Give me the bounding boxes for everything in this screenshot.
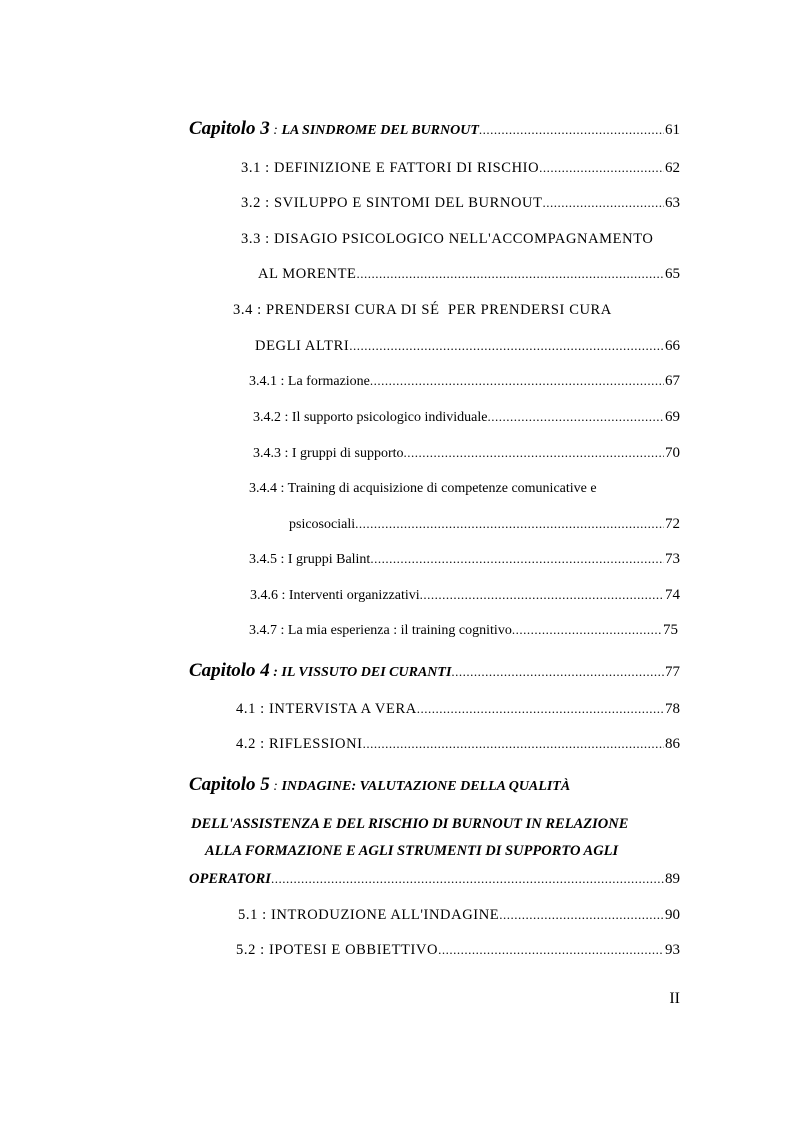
- chapter-label: Capitolo 4: [189, 660, 270, 681]
- toc-entry[interactable]: [0, 338, 793, 355]
- page-number: 62: [665, 160, 680, 176]
- page-number: 89: [665, 871, 680, 887]
- page-number: 69: [665, 409, 680, 425]
- toc-entry[interactable]: [0, 409, 793, 426]
- chapter-title: OPERATORI: [189, 871, 271, 887]
- page-number: 78: [665, 701, 680, 717]
- dot-leader: [499, 907, 664, 923]
- toc-entry[interactable]: [0, 587, 793, 604]
- page-number: 73: [665, 551, 680, 567]
- page-number: 86: [665, 736, 680, 752]
- entry-title: AL MORENTE: [258, 266, 357, 282]
- dot-leader: [438, 942, 664, 958]
- toc-entry[interactable]: [0, 160, 793, 177]
- toc-chapter-3[interactable]: [0, 118, 793, 140]
- dot-leader: [512, 622, 662, 638]
- dot-leader: [479, 122, 664, 138]
- entry-title: 3.4.4 : Training di acquisizione di competenze comunicative e: [249, 481, 597, 496]
- chapter-separator: :: [269, 779, 282, 794]
- dot-leader: [539, 160, 664, 176]
- entry-title: 3.4.2 : Il supporto psicologico individuale: [253, 410, 488, 425]
- dot-leader: [404, 445, 665, 461]
- entry-title: 4.1 : INTERVISTA A VERA: [236, 701, 417, 717]
- entry-title: 3.4.1 : La formazione: [249, 374, 370, 389]
- entry-title: 3.4.5 : I gruppi Balint: [249, 552, 371, 567]
- entry-title: 3.4.6 : Interventi organizzativi: [250, 588, 420, 603]
- toc-entry[interactable]: [0, 302, 793, 319]
- dot-leader: [487, 409, 664, 425]
- toc-entry[interactable]: [0, 701, 793, 718]
- toc-entry[interactable]: [0, 551, 793, 568]
- page-number: 65: [665, 266, 680, 282]
- toc-entry[interactable]: [0, 481, 793, 497]
- toc-entry[interactable]: [0, 942, 793, 959]
- page-number: 63: [665, 195, 680, 211]
- dot-leader: [349, 338, 664, 354]
- toc-entry[interactable]: [0, 622, 793, 639]
- chapter-title: LA SINDROME DEL BURNOUT: [281, 123, 479, 138]
- toc-entry[interactable]: [0, 195, 793, 212]
- toc-entry[interactable]: [0, 266, 793, 283]
- entry-title: psicosociali: [289, 517, 356, 532]
- page-number: 77: [665, 664, 680, 680]
- page-number: 70: [665, 445, 680, 461]
- toc-entry[interactable]: [0, 445, 793, 462]
- page-footer-number: II: [669, 990, 680, 1007]
- entry-title: 3.4.3 : I gruppi di supporto: [253, 446, 404, 461]
- dot-leader: [370, 551, 664, 567]
- page-number: 90: [665, 907, 680, 923]
- chapter-title-line: DELL'ASSISTENZA E DEL RISCHIO DI BURNOUT IN RELAZIONE: [191, 816, 629, 832]
- entry-title: 4.2 : RIFLESSIONI: [236, 736, 363, 752]
- chapter-title: INDAGINE: VALUTAZIONE DELLA QUALITÀ: [281, 779, 571, 794]
- page-number: 67: [665, 373, 680, 389]
- dot-leader: [543, 195, 664, 211]
- page-number: 72: [665, 516, 680, 532]
- entry-title: 3.2 : SVILUPPO E SINTOMI DEL BURNOUT: [241, 195, 543, 211]
- page-number: 66: [665, 338, 680, 354]
- page-number: 74: [665, 587, 680, 603]
- entry-title: 3.4.7 : La mia esperienza : il training cognitivo: [249, 623, 512, 638]
- dot-leader: [271, 871, 664, 887]
- dot-leader: [355, 516, 664, 532]
- chapter-title-line: ALLA FORMAZIONE E AGLI STRUMENTI DI SUPPORTO AGLI: [205, 843, 619, 859]
- chapter-separator: :: [269, 123, 282, 138]
- entry-title: 3.4 : PRENDERSI CURA DI SÉ PER PRENDERSI CURA: [233, 302, 612, 318]
- dot-leader: [420, 587, 664, 603]
- toc-chapter-5[interactable]: [0, 774, 793, 796]
- entry-title: DEGLI ALTRI: [255, 338, 350, 354]
- entry-title: 3.1 : DEFINIZIONE E FATTORI DI RISCHIO: [241, 160, 540, 176]
- entry-title: 5.1 : INTRODUZIONE ALL'INDAGINE: [238, 907, 500, 923]
- dot-leader: [363, 736, 664, 752]
- dot-leader: [451, 664, 664, 680]
- dot-leader: [417, 701, 664, 717]
- chapter-label: Capitolo 5: [189, 774, 270, 795]
- page-number: 75: [663, 622, 678, 638]
- toc-entry[interactable]: [0, 373, 793, 390]
- dot-leader: [370, 373, 664, 389]
- chapter-label: Capitolo 3: [189, 118, 270, 139]
- dot-leader: [357, 266, 665, 282]
- entry-title: 3.3 : DISAGIO PSICOLOGICO NELL'ACCOMPAGNAMENTO: [241, 231, 654, 247]
- entry-title: 5.2 : IPOTESI E OBBIETTIVO: [236, 942, 439, 958]
- chapter-title: : IL VISSUTO DEI CURANTI: [273, 665, 452, 680]
- toc-entry[interactable]: [0, 231, 793, 248]
- toc-chapter-4[interactable]: [0, 660, 793, 682]
- page-number: 61: [665, 122, 680, 138]
- toc-entry[interactable]: [0, 907, 793, 924]
- page-number: 93: [665, 942, 680, 958]
- toc-entry[interactable]: [0, 871, 793, 888]
- toc-entry[interactable]: [0, 516, 793, 533]
- toc-entry[interactable]: [0, 736, 793, 753]
